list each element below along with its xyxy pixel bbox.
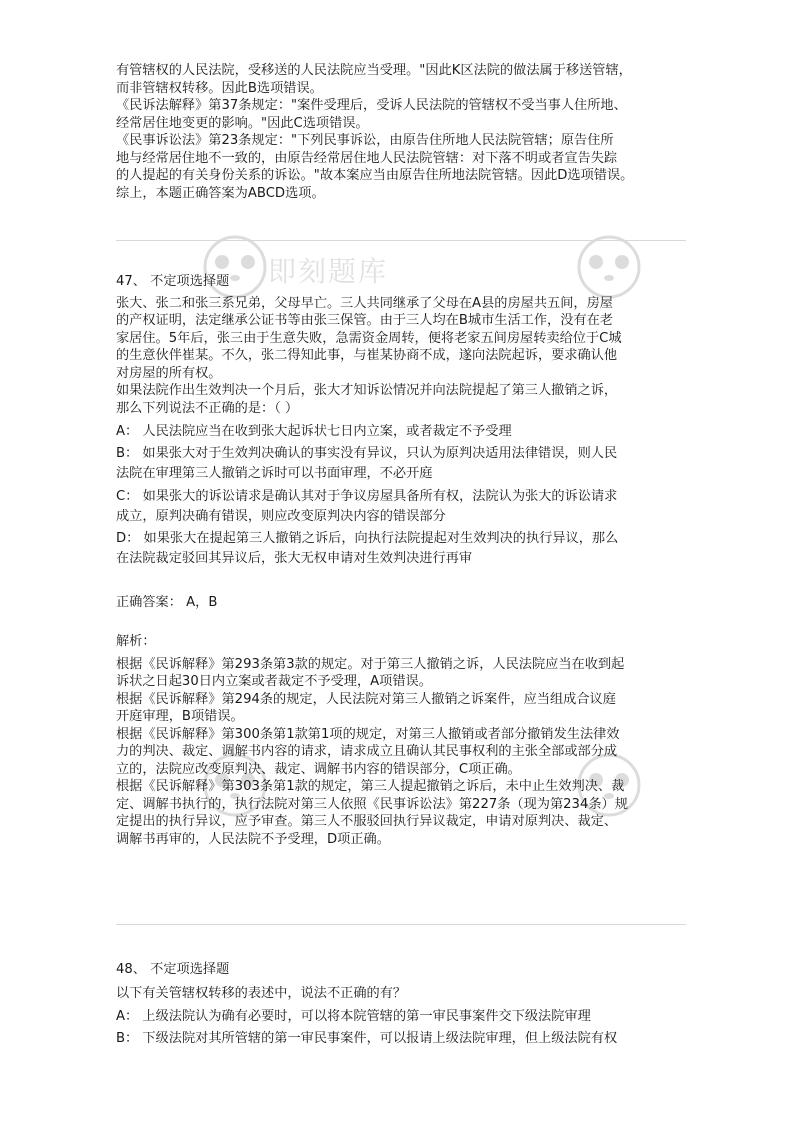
watermark-label: 即刻题库 xyxy=(268,255,389,288)
option-b[interactable] xyxy=(116,443,686,483)
option-text: B： 如果张大对于生效判决确认的事实没有异议，只认为原判决适用法律错误，则人民 xyxy=(116,446,618,461)
option-text: 法院在审理第三人撤销之诉时可以书面审理，不必开庭 xyxy=(116,466,433,481)
text-line: 经常居住地变更的影响。"因此C选项错误。 xyxy=(116,115,369,131)
option-text: D： 如果张大在提起第三人撤销之诉后，向执行法院提起对生效判决的执行异议，那么 xyxy=(116,531,619,546)
text-line: 有管辖权的人民法院，受移送的人民法院应当受理。"因此K区法院的做法属于移送管辖， xyxy=(116,63,632,78)
text-line: 综上，本题正确答案为ABCD选项。 xyxy=(116,185,325,201)
analysis-line: 定提出的执行异议，应予审查。第三人不服驳回执行异议裁定，申请对原判决、裁定、 xyxy=(116,814,618,829)
question-stem-line: 那么下列说法不正确的是：（ ） xyxy=(116,400,299,416)
text-line: 地与经常居住地不一致的，由原告经常居住地人民法院管辖：对下落不明或者宣告失踪 xyxy=(116,150,618,166)
question-48 xyxy=(116,961,686,1050)
divider xyxy=(116,240,686,241)
question-stem-line: 的生意伙伴崔某。不久，张二得知此事，与崔某协商不成，遂向法院起诉，要求确认他 xyxy=(116,348,618,363)
option-text: A： 人民法院应当在收到张大起诉状七日内立案，或者裁定不予受理 xyxy=(116,424,512,439)
analysis-line: 立的，法院应改变原判决、裁定、调解书内容的错误部分，C项正确。 xyxy=(116,761,521,777)
analysis-title: 解析： xyxy=(116,634,156,649)
option-text: B： 下级法院对其所管辖的第一审民事案件，可以报请上级法院审理，但上级法院有权 xyxy=(116,1031,618,1046)
text-line: 的人提起的有关身份关系的诉讼。"故本案应当由原告住所地法院管辖。因此D选项错误。 xyxy=(116,168,634,183)
question-header: 47、 不定项选择题 xyxy=(116,274,230,289)
option-a[interactable] xyxy=(116,1006,686,1028)
question-stem-line: 的产权证明，法定继承公证书等由张三保管。由于三人均在B城市生活工作，没有在老 xyxy=(116,313,613,328)
question-stem-line: 如果法院作出生效判决一个月后，张大才知诉讼情况并向法院提起了第三人撤销之诉， xyxy=(116,383,618,398)
question-stem-line: 以下有关管辖权转移的表述中，说法不正确的有？ xyxy=(116,985,407,1001)
analysis-line: 根据《民诉解释》第294条的规定，人民法院对第三人撤销之诉案件，应当组成合议庭 xyxy=(116,691,616,707)
analysis-line: 诉状之日起30日内立案或者裁定不予受理，A项错误。 xyxy=(116,674,432,689)
analysis-line: 开庭审理，B项错误。 xyxy=(116,709,244,724)
analysis-line: 力的判决、裁定、调解书内容的请求，请求成立且确认其民事权利的主张全部或部分成 xyxy=(116,744,618,759)
question-47 xyxy=(116,273,686,848)
text-line: 而非管辖权转移。因此B选项错误。 xyxy=(116,80,323,96)
option-d[interactable] xyxy=(116,528,686,568)
text-line: 《民事诉讼法》第23条规定："下列民事诉讼，由原告住所地人民法院管辖；原告住所 xyxy=(116,133,614,148)
question-stem-line: 对房屋的所有权。 xyxy=(116,365,222,381)
analysis-line: 根据《民诉解释》第303条第1款的规定，第三人提起撤销之诉后，未中止生效判决、裁 xyxy=(116,779,625,794)
question-stem-line: 张大、张二和张三系兄弟，父母早亡。三人共同继承了父母在A县的房屋共五间，房屋 xyxy=(116,295,613,311)
analysis-line: 调解书再审的，人民法院不予受理，D项正确。 xyxy=(116,831,390,847)
analysis-line: 定、调解书执行的，执行法院对第三人依照《民事诉讼法》第227条（现为第234条）规 xyxy=(116,796,628,812)
analysis-line: 根据《民诉解释》第300条第1款第1项的规定，对第三人撤销或者部分撤销发生法律效 xyxy=(116,726,620,742)
correct-answer: 正确答案： A，B xyxy=(116,594,218,610)
option-a[interactable] xyxy=(116,421,686,443)
question-header: 48、 不定项选择题 xyxy=(116,962,230,977)
text-line: 《民诉法解释》第37条规定："案件受理后，受诉人民法院的管辖权不受当事人住所地、 xyxy=(116,98,627,113)
option-c[interactable] xyxy=(116,486,686,526)
previous-analysis-block xyxy=(116,62,686,202)
option-b[interactable] xyxy=(116,1028,686,1050)
option-text: 在法院裁定驳回其异议后，张大无权申请对生效判决进行再审 xyxy=(116,551,473,566)
option-text: 成立，原判决确有错误，则应改变原判决内容的错误部分 xyxy=(116,508,446,524)
divider xyxy=(116,924,686,925)
question-stem-line: 家居住。5年后，张三由于生意失败，急需资金周转，便将老家五间房屋转卖给位于C城 xyxy=(116,330,622,346)
option-text: A： 上级法院认为确有必要时，可以将本院管辖的第一审民事案件交下级法院审理 xyxy=(116,1009,591,1024)
analysis-body xyxy=(116,656,686,849)
analysis-line: 根据《民诉解释》第293条第3款的规定。对于第三人撤销之诉，人民法院应当在收到起 xyxy=(116,656,625,672)
option-text: C： 如果张大的诉讼请求是确认其对于争议房屋具备所有权，法院认为张大的诉讼请求 xyxy=(116,488,618,504)
